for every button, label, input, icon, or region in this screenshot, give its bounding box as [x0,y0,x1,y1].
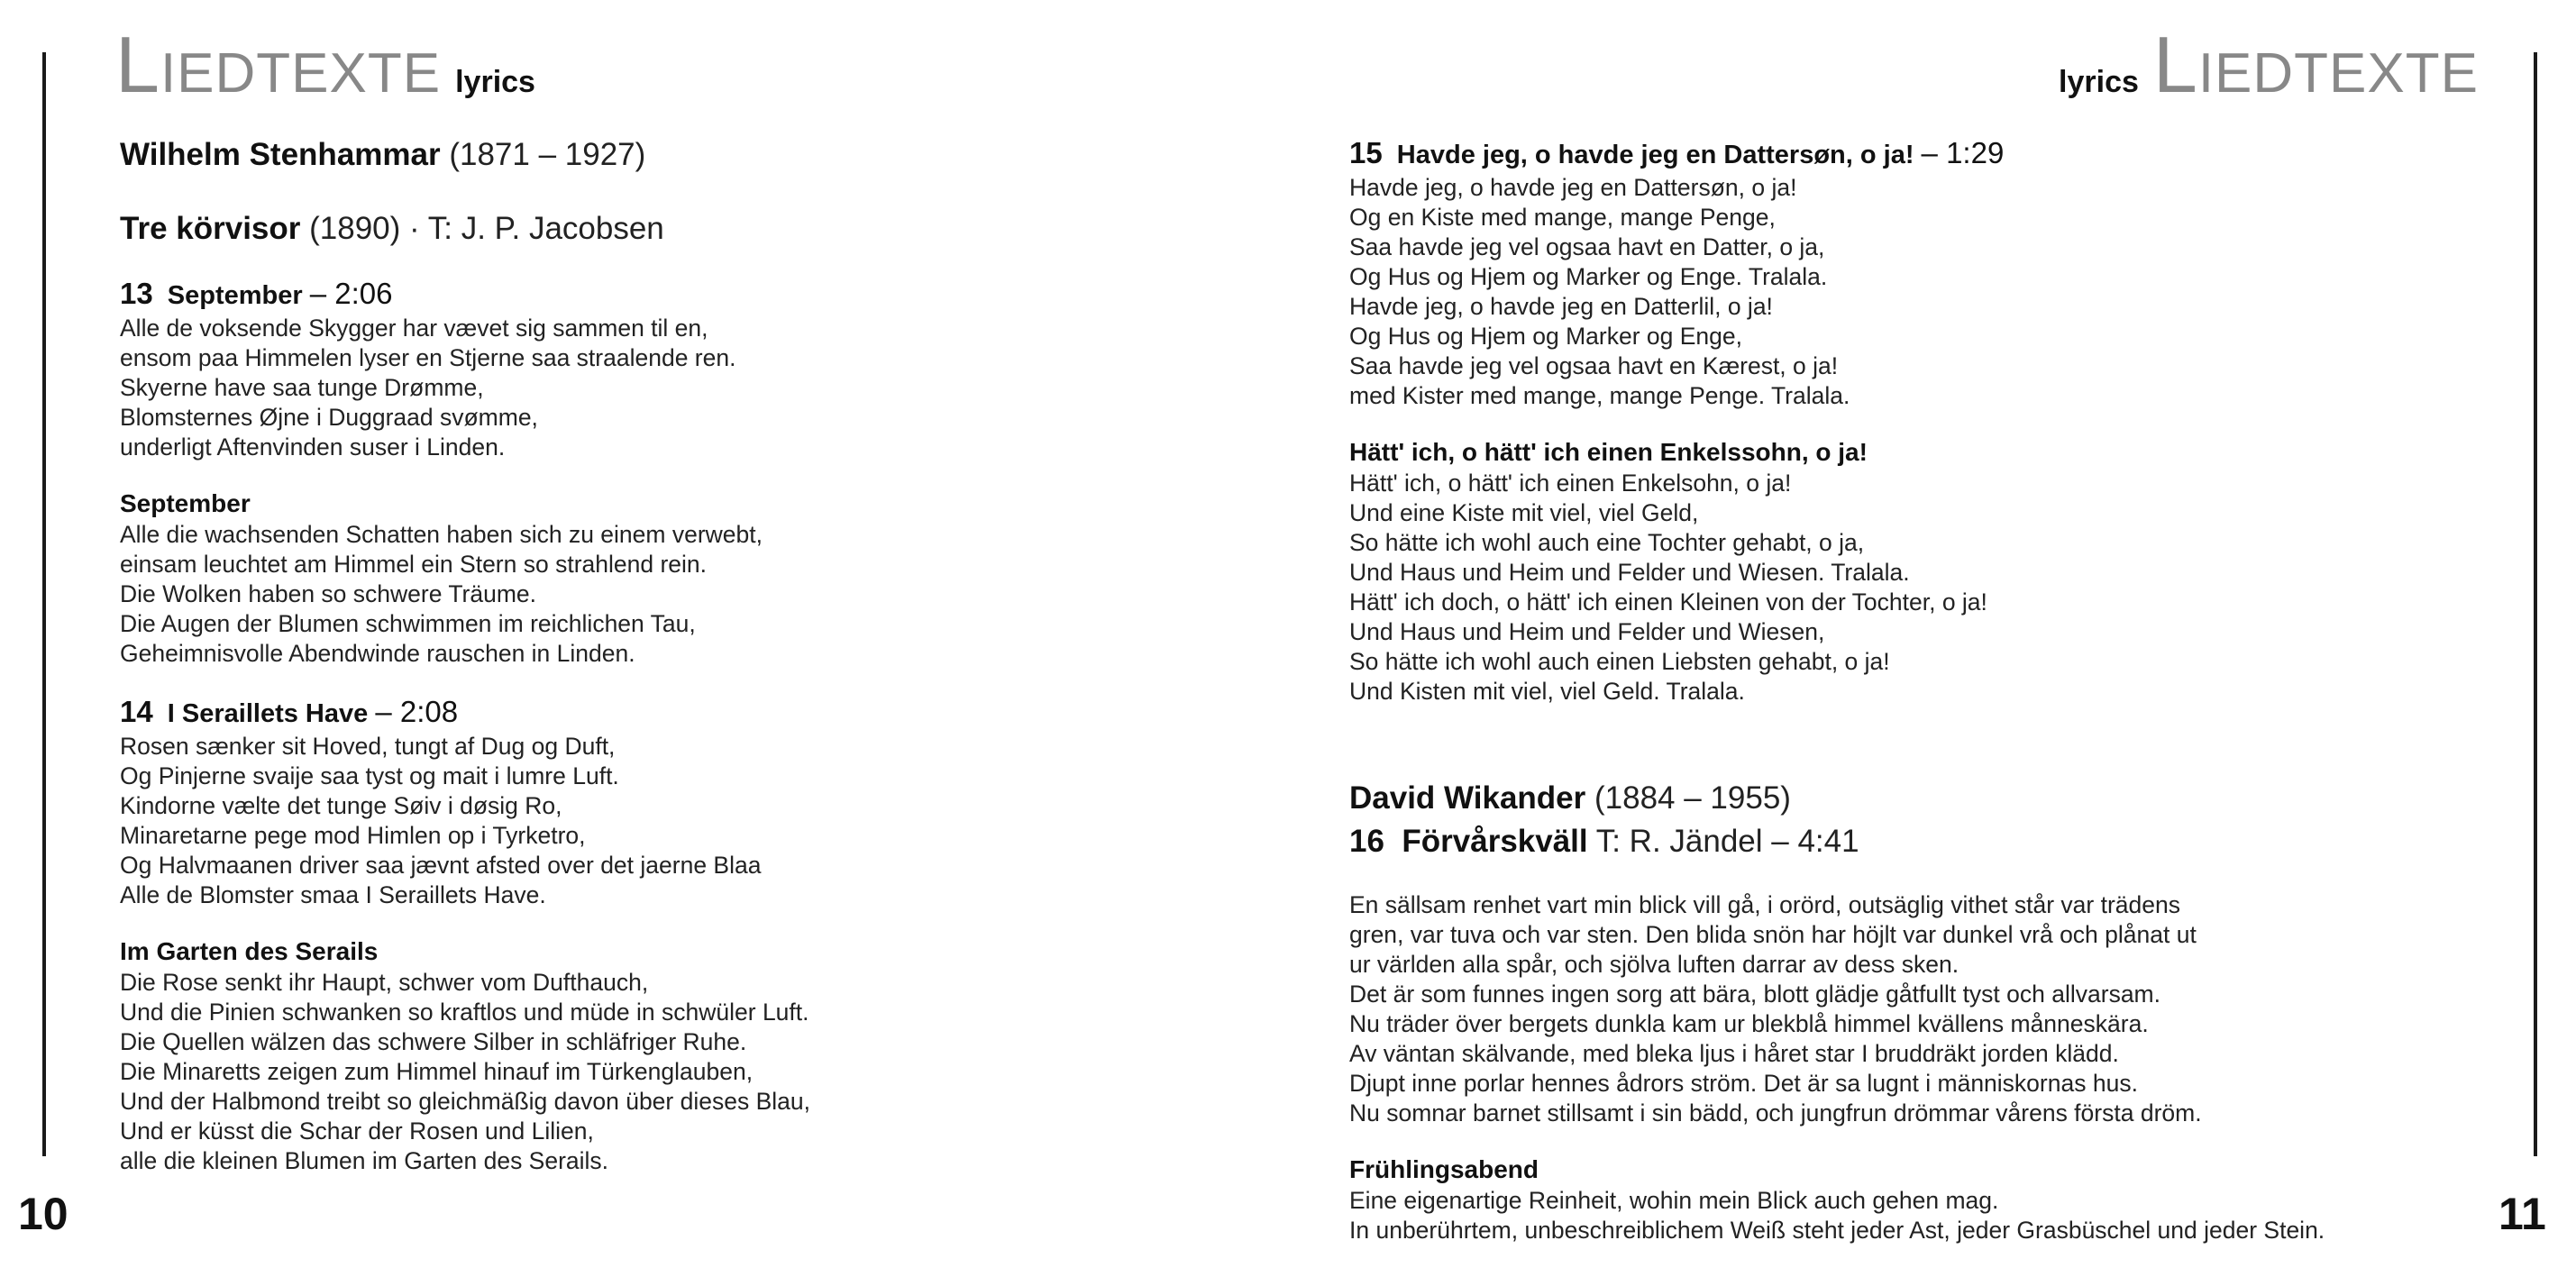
right-page-number: 11 [2498,1189,2546,1239]
left-header-subtitle: lyrics [455,65,535,99]
lyric-line: Og Hus og Hjem og Marker og Enge. Tralala. [1349,263,1828,290]
song-15-translation [1349,469,2325,707]
right-header-title: Liedtexte [2152,20,2479,109]
song-number: 16 [1349,824,1384,859]
left-page-content [120,133,810,1176]
translation-line: Geheimnisvolle Abendwinde rauschen in Linden. [120,640,635,667]
lyric-line: ur världen alla spår, och sjölva luften darrar av dess sken. [1349,951,1959,978]
translation-line: einsam leuchtet am Himmel ein Stern so strahlend rein. [120,551,708,578]
translation-line: So hätte ich wohl auch einen Liebsten gehabt, o ja! [1349,648,1890,675]
work-title: Tre körvisor [120,211,301,246]
lyric-line: med Kister med mange, mange Penge. Tralala. [1349,382,1850,409]
lyric-line: Saa havde jeg vel ogsaa havt en Kærest, o ja! [1349,352,1839,379]
song-14-lyrics [120,732,810,910]
translation-line: So hätte ich wohl auch eine Tochter gehabt, o ja, [1349,529,1865,556]
composer-heading [120,133,810,177]
lyric-line: Og Hus og Hjem og Marker og Enge, [1349,323,1742,350]
work-heading [120,207,810,251]
composer2-years: (1884 – 1955) [1594,780,1791,816]
lyric-line: gren, var tuva och var sten. Den blida snön har höjlt var dunkel vrå och plånat ut [1349,921,2197,948]
translation-line: Die Wolken haben so schwere Träume. [120,580,537,607]
right-header-subtitle: lyrics [2059,65,2139,99]
lyric-line: ensom paa Himmelen lyser en Stjerne saa straalende ren. [120,344,736,371]
lyric-line: Minaretarne pege mod Himlen op i Tyrketro, [120,822,586,849]
lyric-line: Kindorne vælte det tunge Søiv i døsig Ro, [120,792,562,819]
lyric-line: Og Pinjerne svaije saa tyst og mait i lumre Luft. [120,762,619,789]
translation-line: Hätt' ich, o hätt' ich einen Enkelsohn, o ja! [1349,470,1792,497]
song-13-heading [120,276,810,314]
right-page-header [2044,20,2479,109]
song-16-translation-title: Frühlingsabend [1349,1155,1539,1183]
song-14-heading [120,694,810,732]
lyric-line: Av väntan skälvande, med bleka ljus i håret star I bruddräkt jorden klädd. [1349,1040,2119,1067]
lyric-line: Nu träder över bergets dunkla kam ur blekblå himmel kvällens månneskära. [1349,1010,2149,1037]
song-15-translation-title: Hätt' ich, o hätt' ich einen Enkelssohn, o ja! [1349,438,1868,466]
translation-line: Die Minaretts zeigen zum Himmel hinauf im Türkenglauben, [120,1058,754,1085]
lyric-line: Havde jeg, o havde jeg en Dattersøn, o ja! [1349,174,1797,201]
lyric-line: Saa havde jeg vel ogsaa havt en Datter, o ja, [1349,233,1825,260]
song-title: September [167,281,303,310]
translation-line: Und die Pinien schwanken so kraftlos und müde in schwüler Luft. [120,999,809,1026]
song-number: 13 [120,277,153,310]
song-14-translation [120,968,810,1176]
lyric-line: Rosen sænker sit Hoved, tungt af Dug og Duft, [120,733,616,760]
song-number: 15 [1349,136,1383,169]
translation-line: Die Rose senkt ihr Haupt, schwer vom Dufthauch, [120,969,649,996]
right-margin-rule [2534,52,2537,1156]
composer-name: Wilhelm Stenhammar [120,137,441,172]
lyric-line: Djupt inne porlar hennes ådrors ström. Det är sa lugnt i människornas hus. [1349,1070,2138,1097]
translation-line: alle die kleinen Blumen im Garten des Serails. [120,1147,609,1174]
lyric-line: Det är som funnes ingen sorg att bära, blott glädje gåtfullt tyst och allvarsam. [1349,981,2160,1008]
song-duration: – 2:08 [375,695,459,728]
composer-years: (1871 – 1927) [449,137,646,172]
lyric-line: Nu somnar barnet stillsamt i sin bädd, och jungfrun drömmar vårens första dröm. [1349,1099,2202,1126]
song-title: Förvårskväll [1402,824,1588,859]
left-margin-rule [42,52,46,1156]
lyric-line: Blomsternes Øjne i Duggraad svømme, [120,404,538,431]
song-15-lyrics [1349,173,2325,411]
song-16-lyrics [1349,890,2325,1128]
translation-line: Und der Halbmond treibt so gleichmäßig davon über dieses Blau, [120,1088,810,1115]
left-page-number: 10 [18,1189,69,1239]
translation-line: Die Quellen wälzen das schwere Silber in schläfriger Ruhe. [120,1028,747,1055]
song-info: T: R. Jändel – 4:41 [1595,824,1859,859]
right-page-content [1349,135,2325,1245]
lyric-line: En sällsam renhet vart min blick vill gå, i orörd, outsäglig vithet står var trädens [1349,891,2181,918]
song-13-translation-title: September [120,489,251,517]
lyric-line: Og Halvmaanen driver saa jævnt afsted over det jaerne Blaa [120,852,762,879]
song-duration: – 1:29 [1921,136,2005,169]
translation-line: Und Haus und Heim und Felder und Wiesen. Tralala. [1349,559,1910,586]
translation-line: Eine eigenartige Reinheit, wohin mein Blick auch gehen mag. [1349,1187,1999,1214]
song-16-translation [1349,1186,2325,1245]
song-13-translation [120,520,810,669]
lyric-line: Og en Kiste med mange, mange Penge, [1349,204,1776,231]
left-page-header [115,20,550,109]
song-title: I Seraillets Have [167,699,369,728]
translation-line: Und Haus und Heim und Felder und Wiesen, [1349,618,1825,645]
song-15-heading [1349,135,2325,173]
lyric-line: Alle de Blomster smaa I Seraillets Have. [120,881,546,908]
lyric-line: underligt Aftenvinden suser i Linden. [120,433,506,461]
song-number: 14 [120,695,153,728]
song-title: Havde jeg, o havde jeg en Dattersøn, o ja! [1396,141,1914,169]
translation-line: Und er küsst die Schar der Rosen und Lilien, [120,1117,594,1145]
translation-line: Alle die wachsenden Schatten haben sich zu einem verwebt, [120,521,763,548]
song-16-heading [1349,820,2325,863]
translation-line: Und Kisten mit viel, viel Geld. Tralala. [1349,678,1745,705]
song-duration: – 2:06 [309,277,393,310]
translation-line: Die Augen der Blumen schwimmen im reichlichen Tau, [120,610,696,637]
translation-line: In unberührtem, unbeschreiblichem Weiß steht jeder Ast, jeder Grasbüschel und jeder Stein. [1349,1217,2325,1244]
song-14-translation-title: Im Garten des Serails [120,937,379,965]
lyric-line: Alle de voksende Skygger har vævet sig sammen til en, [120,315,708,342]
lyric-line: Havde jeg, o havde jeg en Datterlil, o ja! [1349,293,1773,320]
composer2-name: David Wikander [1349,780,1586,816]
left-header-title: Liedtexte [115,20,442,109]
translation-line: Hätt' ich doch, o hätt' ich einen Kleinen von der Tochter, o ja! [1349,588,1987,616]
lyric-line: Skyerne have saa tunge Drømme, [120,374,484,401]
composer2-heading [1349,777,2325,820]
song-13-lyrics [120,314,810,462]
translation-line: Und eine Kiste mit viel, viel Geld, [1349,499,1699,526]
work-info: (1890) · T: J. P. Jacobsen [309,211,664,246]
